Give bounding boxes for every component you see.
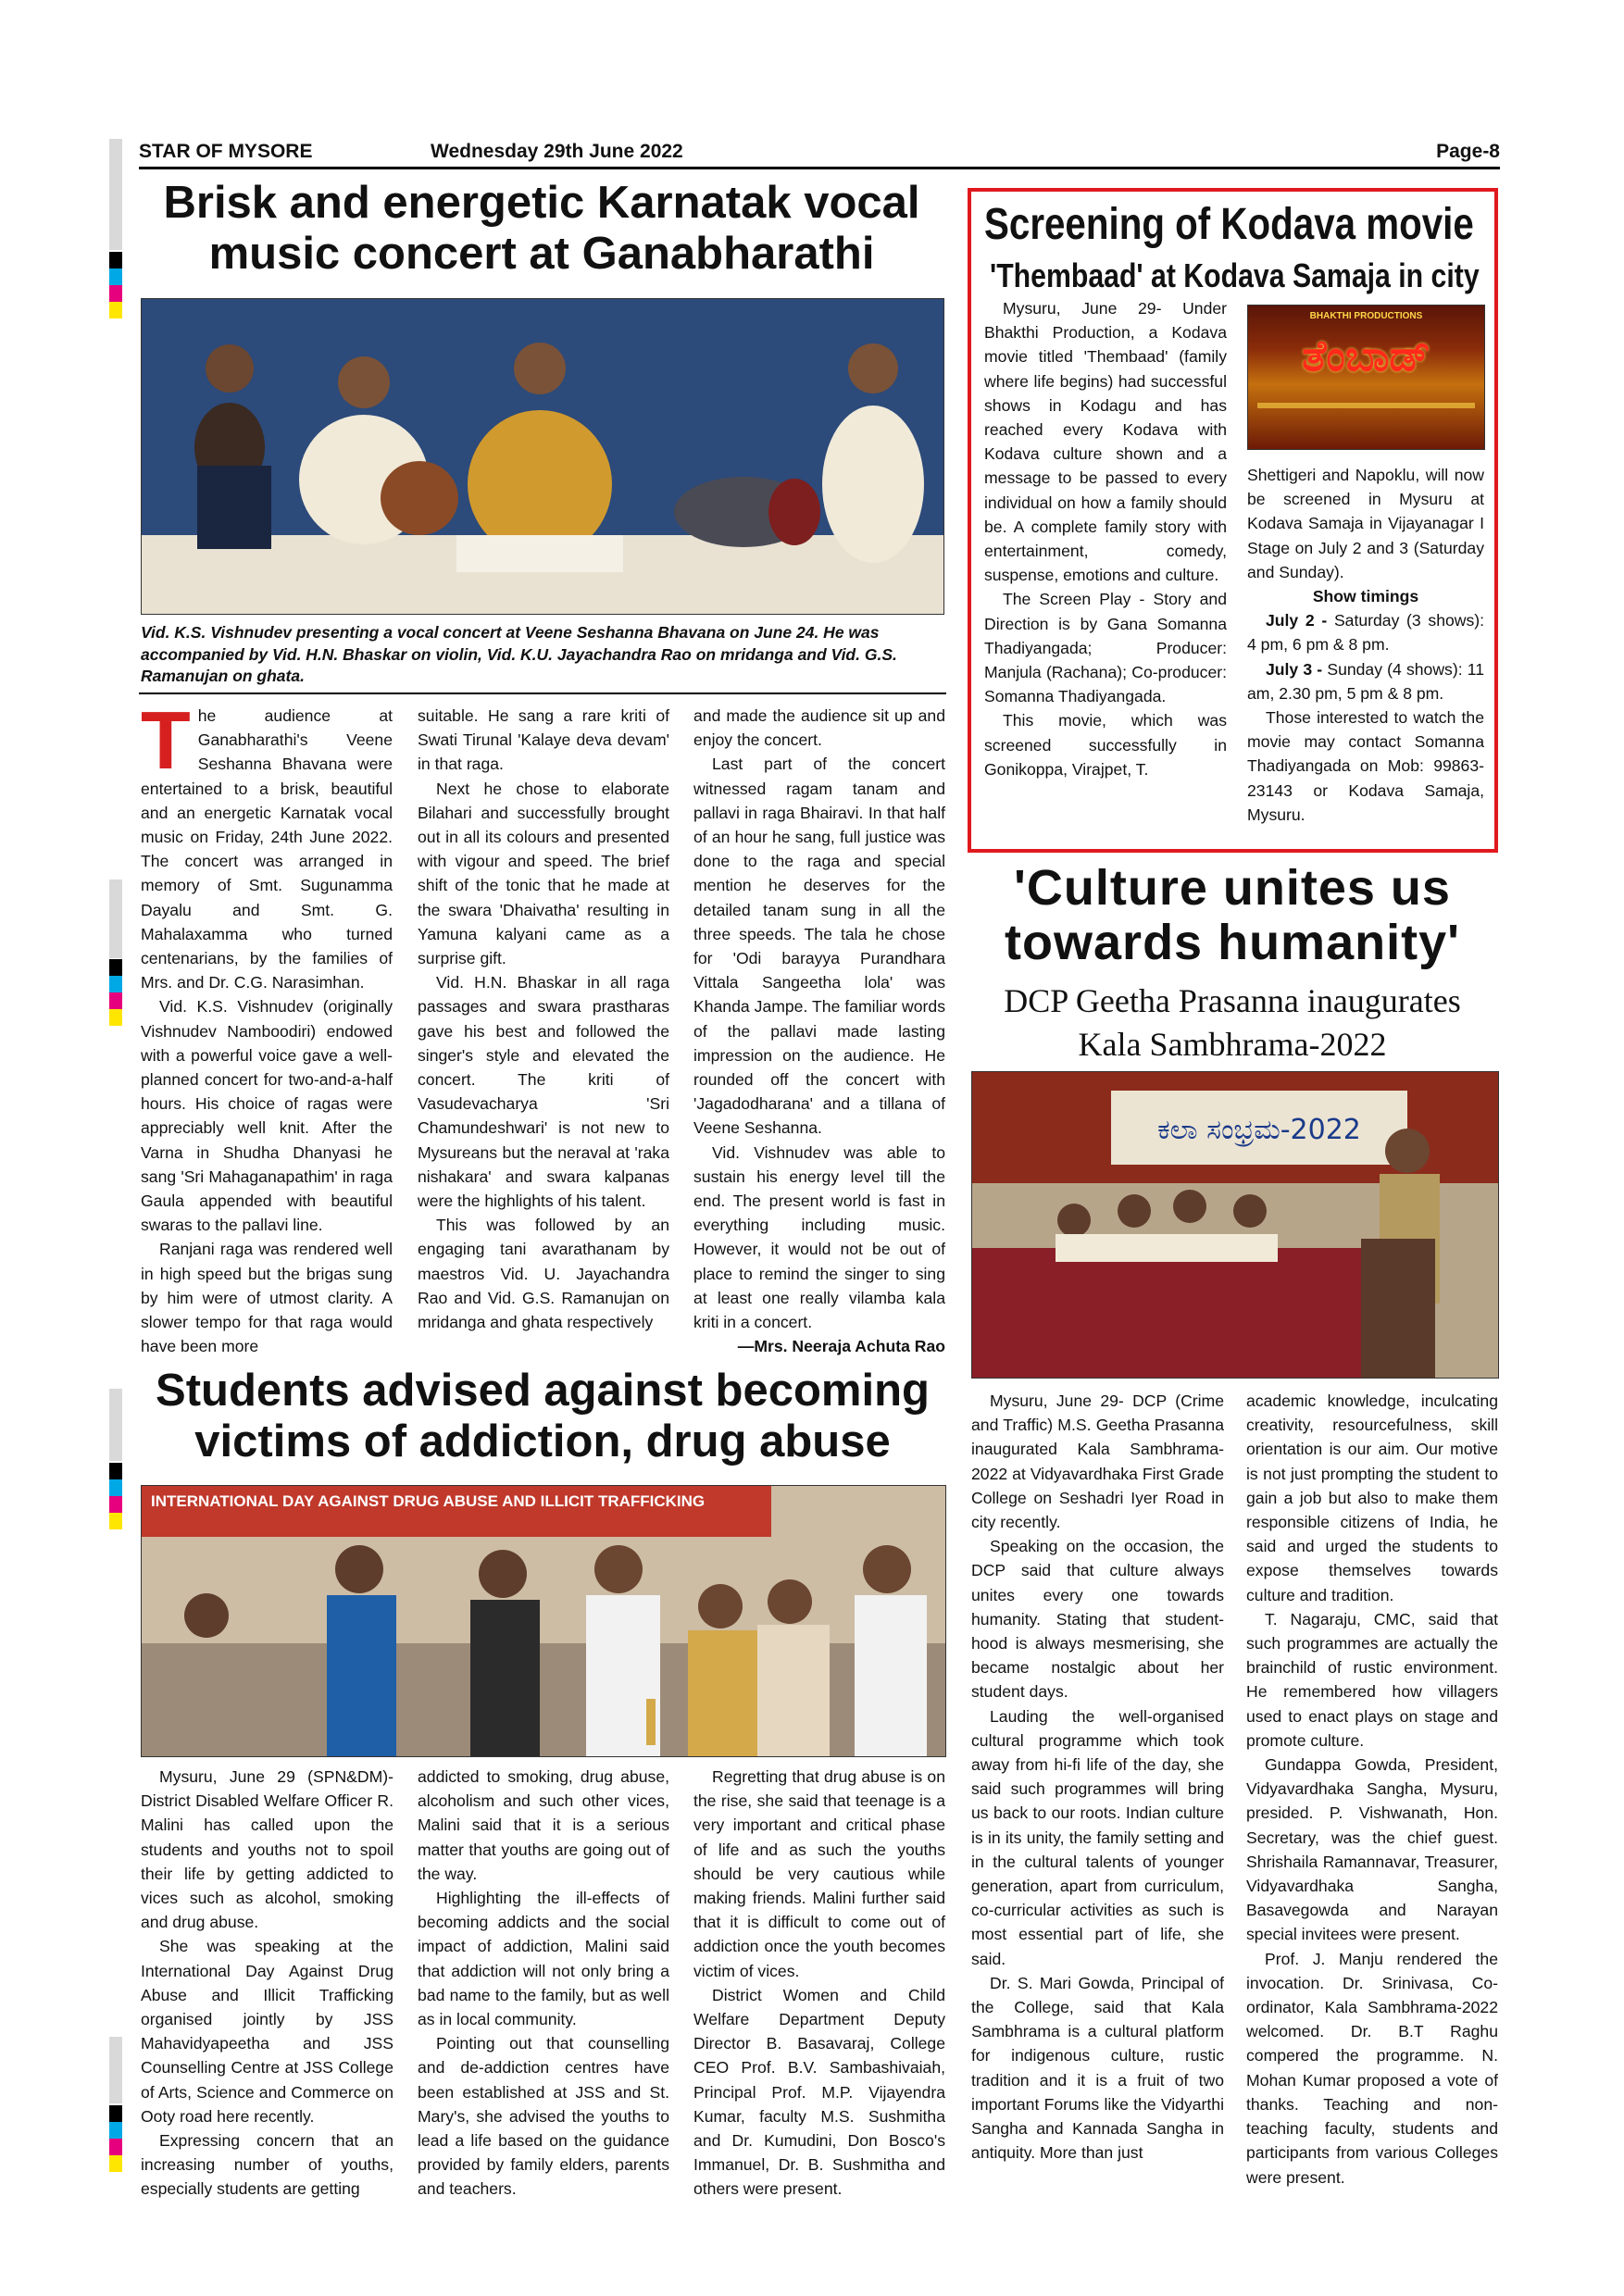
- registration-bar-mid: [109, 880, 122, 958]
- movie-headline-1: Screening of Kodava movie: [984, 200, 1474, 249]
- registration-bar-top: [109, 139, 122, 250]
- concert-photo: [141, 298, 944, 615]
- drug-column-2: addicted to smoking, drug abuse, alcoholism and such other vices, Malini said that it is a serious matter that youths are going out of the way. Highlighting the ill-effects of becoming addicts and the social impact of addiction, Malini said that addiction will not only bring a bad name to the family, but as well as in local community. Pointing out that counselling and de-addiction centres have been established at JSS and St. Mary's, she advised the youths to lead a life based on the guidance provided by family elders, parents and teachers.: [418, 1767, 669, 2199]
- concert-illustration: [142, 299, 943, 614]
- drug-abuse-illustration: [142, 1486, 945, 1756]
- concert-photo-caption: Vid. K.S. Vishnudev presenting a vocal concert at Veene Seshanna Bhavana on June 24. He was accompanied by Vid. H.N. Bhaskar on violin, Vid. K.U. Jayachandra Rao on mridanga and Vid. G.S. Ramanujan on ghata.: [141, 623, 897, 686]
- event-banner-text: INTERNATIONAL DAY AGAINST DRUG ABUSE AND ILLICIT TRAFFICKING: [151, 1492, 706, 1510]
- concert-column-1: T he audience at Ganabharathi's Veene Seshanna Bhavana were entertained to a brisk, beautiful and an energetic Karnatak vocal music on Friday, 24th June 2022. The concert was arranged in memory of Smt. Sugunamma Dayalu and Smt. G. Mahalaxamma who turned centenarians, by the families of Mrs. and Dr. C.G. Narasimhan. Vid. K.S. Vishnudev (originally Vishnudev Namboodiri) endowed with a powerful voice gave a well-planned concert for two-and-a-half hours. His choice of ragas were appreciably well knit. After the Varna in Shudha Dhanyasi he sang 'Sri Mahaganapathim' in raga Gaula appended with beautiful swaras to the pallavi line. Ranjani raga was rendered well in high speed but the brigas sung by him were of utmost clarity. A slower tempo for that raga would have been more: [141, 694, 393, 1356]
- registration-bar-bottom: [109, 2037, 122, 2103]
- color-marks-mid: [109, 959, 122, 1026]
- drug-column-3: Regretting that drug abuse is on the rise, she said that teenage is a very important and critical phase of life and as such the youths should be very cautious while making friends. Malini further said that it is difficult to come out of addiction once the youth becomes victim of vices. District Women and Child Welfare Department Deputy Director B. Basavaraj, College CEO Prof. B.V. Sambashivaiah, Principal Prof. M.P. Vijayendra Kumar, faculty M.S. Sushmitha and Dr. Kumudini, Don Bosco's Immanuel, Dr. B. Sushmitha and others were present.: [693, 1767, 945, 2199]
- concert-column-2: suitable. He sang a rare kriti of Swati Tirunal 'Kalaye deva devam' in that raga. Next he chose to elaborate Bilahari and successfully brought out in all its colours and presented with vigour and speed. The brief shift of the tonic that he made at the swara 'Dhaivatha' resulting in Yamuna kalyani came as a surprise gift. Vid. H.N. Bhaskar in all raga passages and swara prastharas gave his best and followed the singer's style and elevated the concert. The kriti of Vasudevacharya 'Sri Chamundeshwari' is not new to Mysureans but the neraval at 'raka nishakara' and swara kalpanas were the highlights of his talent. This was followed by an engaging tani avarathanam by maestros Vid. U. Jayachandra Rao and Vid. G.S. Ramanujan on mridanga and ghata respectively: [418, 706, 669, 1332]
- culture-photo: [971, 1071, 1499, 1379]
- drug-abuse-headline: Students advised against becoming victims of addiction, drug abuse: [156, 1366, 930, 1466]
- movie-headline-2: 'Thembaad' at Kodava Samaja in city: [990, 256, 1480, 294]
- drug-abuse-photo: [141, 1485, 946, 1757]
- movie-poster: [1247, 305, 1485, 450]
- concert-divider: [139, 693, 946, 694]
- culture-illustration: [972, 1072, 1498, 1378]
- registration-bar-lower: [109, 1389, 122, 1461]
- poster-studio: BHAKTHI PRODUCTIONS: [1309, 311, 1423, 321]
- show-timings-heading: Show timings: [1312, 587, 1419, 606]
- color-marks-bottom: [109, 2105, 122, 2172]
- color-marks-top: [109, 252, 122, 318]
- culture-column-2: academic knowledge, inculcating creativity, resourcefulness, skill orientation is our aim. Our motive is not just prompting the student to gain a job but also to make them responsible citizens of India, he said and urged the students to expose themselves towards culture and tradition. T. Nagaraju, CMC, said that such programmes are actually the brainchild of rustic environment. He remembered how villagers used to enact plays on stage and promote culture. Gundappa Gowda, President, Vidyavardhaka Sangha, Mysuru, presided. P. Vishwanath, Hon. Secretary, was the chief guest. Shrishaila Ramannavar, Treasurer, Vidyavardhaka Sangha, Basavegowda and Narayan special invitees were present. Prof. J. Manju rendered the invocation. Dr. Srinivasa, Co-ordinator, Kala Sambhrama-2022 welcomed. Dr. B.T Raghu compered the programme. N. Mohan Kumar proposed a vote of thanks. Teaching and non-teaching faculty, students and participants from various Colleges were present.: [1246, 1391, 1498, 2187]
- paper-name: STAR OF MYSORE: [139, 141, 313, 162]
- culture-subheadline: DCP Geetha Prasanna inaugurates Kala Sambhrama-2022: [1004, 982, 1461, 1063]
- movie-column-1: Mysuru, June 29- Under Bhakthi Production, a Kodava movie titled 'Thembaad' (family where life begins) had successful shows in Kodagu and has reached every Kodava with Kodava culture shown and a message to be passed to every individual on how a family should be. A complete family story with entertainment, comedy, suspense, emotions and culture. The Screen Play - Story and Direction is by Gana Somanna Thadiyangada; Producer: Manjula (Rachana); Co-producer: Somanna Thadiyangada. This movie, which was screened successfully in Gonikoppa, Virajpet, T.: [984, 299, 1227, 779]
- masthead: [139, 139, 1500, 169]
- concert-byline: —Mrs. Neeraja Achuta Rao: [737, 1337, 945, 1356]
- culture-headline: 'Culture unites us towards humanity': [1005, 860, 1460, 971]
- kodava-movie-box: [968, 188, 1498, 853]
- drug-column-1: Mysuru, June 29 (SPN&DM)- District Disabled Welfare Officer R. Malini has called upon the students and youths not to spoil their life by getting addicted to vices such as alcohol, smoking and drug abuse. She was speaking at the International Day Against Drug Abuse and Illicit Trafficking organised jointly by JSS Mahavidyapeetha and JSS Counselling Centre at JSS College of Arts, Science and Commerce on Ooty road here recently. Expressing concern that an increasing number of youths, especially students are getting: [141, 1767, 394, 2199]
- culture-column-1: Mysuru, June 29- DCP (Crime and Traffic) M.S. Geetha Prasanna inaugurated Kala Sambhrama-2022 at Vidyavardhaka First Grade College on Seshadri Iyer Road in city recently. Speaking on the occasion, the DCP said that culture always unites every one towards humanity. Stating that student-hood is always mesmerising, she became nostalgic about her student days. Lauding the well-organised cultural programme which took away from hi-fi life of the day, she said such programmes will bring us back to our roots. Indian culture is in its unity, the family setting and in the cultural talents of younger generation, apart from curriculum, co-curricular activities as such is most essential part of life, she said. Dr. S. Mari Gowda, Principal of the College, said that Kala Sambhrama is a cultural platform for indigenous culture, rustic tradition and it is a fruit of two important Forums like the Vidyarthi Sangha and Kannada Sangha in antiquity. More than just: [971, 1391, 1224, 2163]
- drop-cap: T: [141, 694, 191, 786]
- poster-credits-strip: [1257, 403, 1475, 408]
- color-marks-lower: [109, 1463, 122, 1529]
- page-number: Page-8: [1436, 141, 1500, 162]
- concert-headline: Brisk and energetic Karnatak vocal music concert at Ganabharathi: [163, 178, 920, 279]
- movie-column-2: Shettigeri and Napoklu, will now be screened in Mysuru at Kodava Samaja in Vijayanagar I Stage on July 2 and 3 (Saturday and Sunday). Show timings July 2 - Saturday (3 shows): 4 pm, 6 pm & 8 pm. July 3 - Sunday (4 shows): 11 am, 2.30 pm, 5 pm & 8 pm. Those interested to watch the movie may contact Somanna Thadiyangada on Mob: 99863-23143 or Kodava Samaja, Mysuru.: [1247, 466, 1485, 824]
- issue-date: Wednesday 29th June 2022: [431, 141, 683, 162]
- stage-banner-text: ಕಲಾ ಸಂಭ್ರಮ-2022: [1157, 1114, 1361, 1146]
- poster-title: ತೆಂಬಾಡ್: [1302, 331, 1430, 381]
- concert-column-3: and made the audience sit up and enjoy the concert. Last part of the concert witnessed ragam tanam and pallavi in raga Bhairavi. In that half of an hour he sang, full justice was done to the raga and special mention he deserves for the detailed tanam sung in all the three speeds. The tala he chose for 'Odi barayya Purandhara Vittala Sangeetha lola' was Khanda Jampe. The familiar words of the pallavi made lasting impression on the audience. He rounded off the concert with 'Jagadodharana' and a tillana of Veene Seshanna. Vid. Vishnudev was able to sustain his energy level till the end. The present world is fast in everything including music. However, it would not be out of place to remind the singer to sing at least one really vilamba kala kriti in a concert. —Mrs. Neeraja Achuta Rao: [693, 704, 945, 1358]
